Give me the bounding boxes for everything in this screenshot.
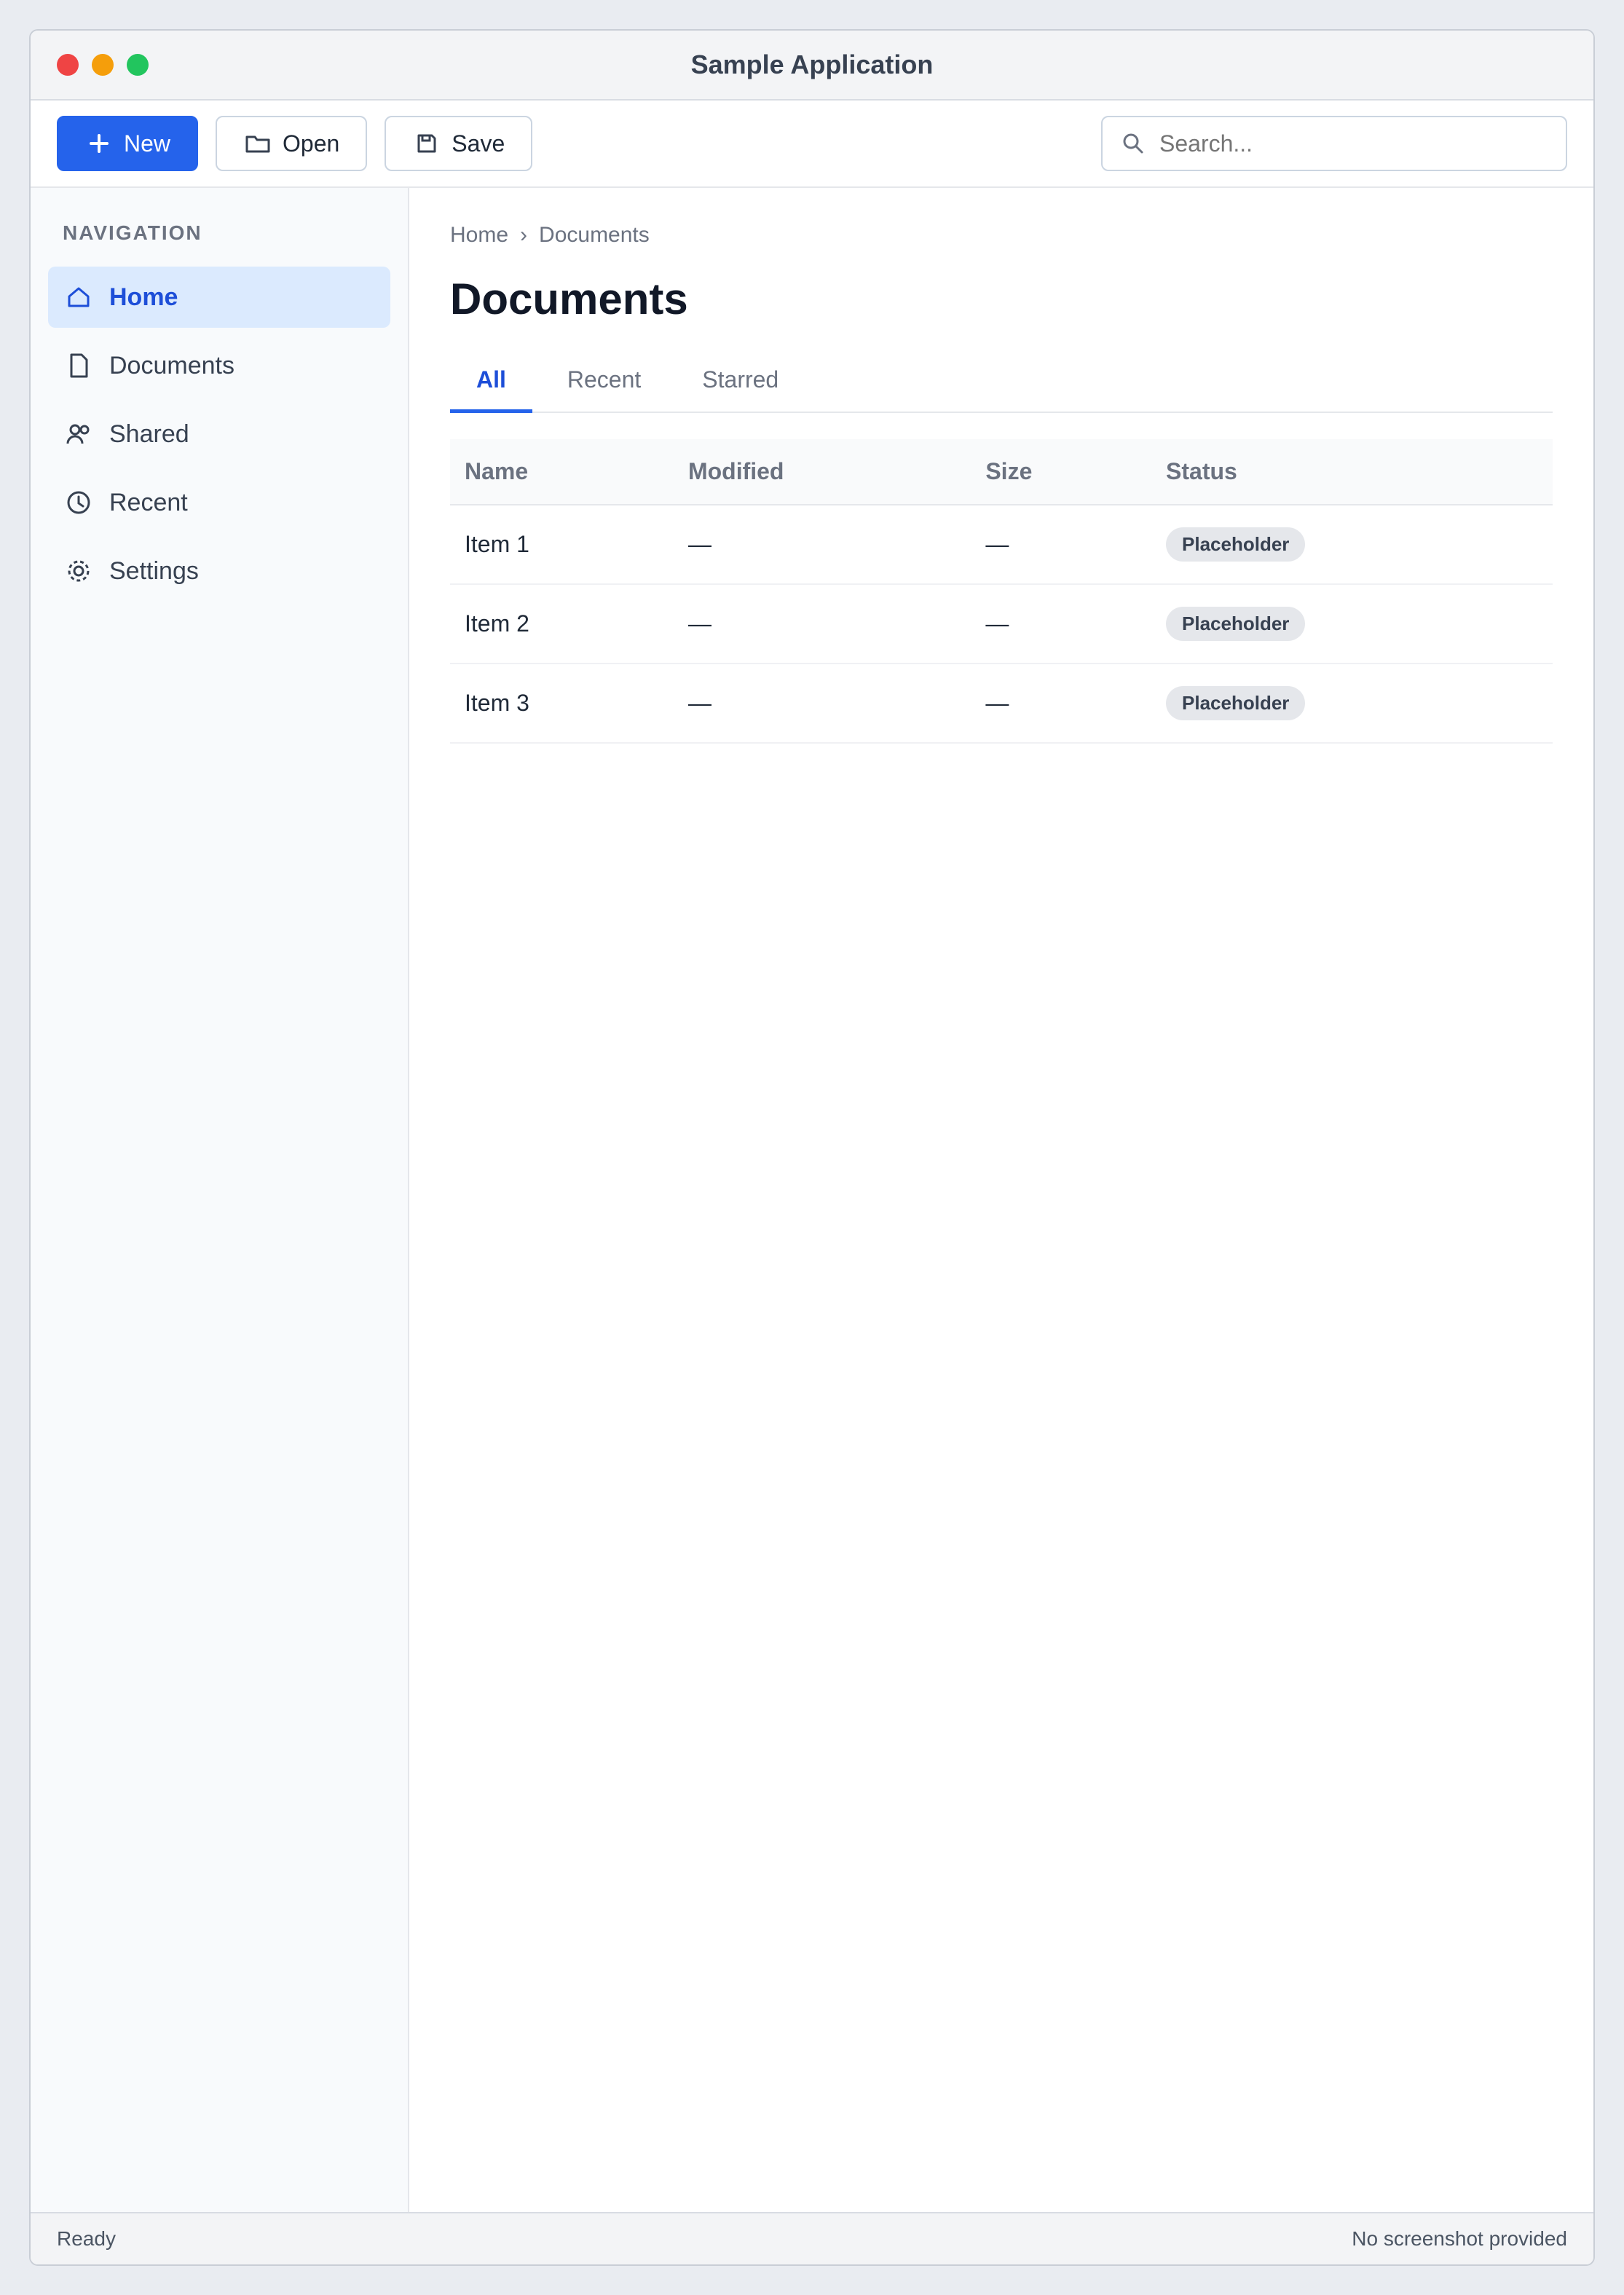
close-window-button[interactable] xyxy=(57,54,79,76)
chevron-right-icon: › xyxy=(520,223,528,247)
sidebar-item-label: Shared xyxy=(109,420,189,448)
cell-size: — xyxy=(971,664,1151,743)
search-box xyxy=(1101,116,1567,171)
status-bar xyxy=(31,2212,1593,2264)
home-icon xyxy=(64,283,93,312)
cell-size: — xyxy=(971,584,1151,664)
save-button[interactable] xyxy=(385,116,532,171)
save-icon xyxy=(412,129,441,158)
save-button-label: Save xyxy=(452,130,505,157)
table-header-row xyxy=(450,439,1553,505)
documents-table xyxy=(450,439,1553,744)
status-badge: Placeholder xyxy=(1166,527,1305,562)
cell-modified: — xyxy=(674,505,971,584)
status-text: Ready xyxy=(57,2227,116,2250)
main-panel xyxy=(409,188,1593,2212)
cell-status xyxy=(1151,505,1553,584)
cell-name: Item 1 xyxy=(450,505,674,584)
open-button[interactable] xyxy=(216,116,367,171)
sidebar-item-label: Documents xyxy=(109,351,234,379)
sidebar-item-settings[interactable] xyxy=(48,540,390,602)
sidebar-item-label: Settings xyxy=(109,556,199,585)
plus-icon xyxy=(84,129,114,158)
breadcrumb-item[interactable]: Home xyxy=(450,223,509,247)
tab-all[interactable]: All xyxy=(450,350,532,413)
app-window xyxy=(29,29,1595,2266)
new-button[interactable] xyxy=(57,116,198,171)
cell-name: Item 3 xyxy=(450,664,674,743)
table-row[interactable] xyxy=(450,664,1553,743)
tab-bar xyxy=(450,350,1553,413)
sidebar xyxy=(31,188,409,2212)
open-button-label: Open xyxy=(283,130,340,157)
column-header-modified[interactable]: Modified xyxy=(674,439,971,505)
content-area xyxy=(31,188,1593,2212)
status-badge: Placeholder xyxy=(1166,686,1305,720)
table-row[interactable] xyxy=(450,505,1553,584)
search-input[interactable] xyxy=(1159,130,1550,157)
minimize-window-button[interactable] xyxy=(92,54,114,76)
column-header-name[interactable]: Name xyxy=(450,439,674,505)
document-icon xyxy=(64,351,93,380)
status-badge: Placeholder xyxy=(1166,607,1305,641)
title-bar xyxy=(31,31,1593,101)
breadcrumb xyxy=(450,223,1553,248)
sidebar-item-recent[interactable] xyxy=(48,472,390,533)
status-note: No screenshot provided xyxy=(1352,2227,1567,2250)
folder-icon xyxy=(243,129,272,158)
search-icon xyxy=(1119,129,1148,158)
cell-name: Item 2 xyxy=(450,584,674,664)
sidebar-item-shared[interactable] xyxy=(48,404,390,465)
column-header-status[interactable]: Status xyxy=(1151,439,1553,505)
cell-modified: — xyxy=(674,584,971,664)
tab-starred[interactable]: Starred xyxy=(702,366,779,393)
column-header-size[interactable]: Size xyxy=(971,439,1151,505)
window-controls xyxy=(57,54,149,76)
users-icon xyxy=(64,420,93,449)
breadcrumb-item: Documents xyxy=(539,223,650,247)
gear-icon xyxy=(64,556,93,586)
sidebar-heading: NAVIGATION xyxy=(63,221,202,244)
page-title: Documents xyxy=(450,275,688,323)
cell-size: — xyxy=(971,505,1151,584)
tab-recent[interactable]: Recent xyxy=(567,366,642,393)
sidebar-item-home[interactable] xyxy=(48,267,390,328)
table-row[interactable] xyxy=(450,584,1553,664)
maximize-window-button[interactable] xyxy=(127,54,149,76)
new-button-label: New xyxy=(124,130,171,157)
clock-icon xyxy=(64,488,93,517)
sidebar-item-label: Recent xyxy=(109,488,188,516)
cell-modified: — xyxy=(674,664,971,743)
cell-status xyxy=(1151,664,1553,743)
sidebar-item-documents[interactable] xyxy=(48,335,390,396)
sidebar-item-label: Home xyxy=(109,283,178,311)
toolbar xyxy=(31,101,1593,188)
window-title: Sample Application xyxy=(690,50,934,79)
cell-status xyxy=(1151,584,1553,664)
